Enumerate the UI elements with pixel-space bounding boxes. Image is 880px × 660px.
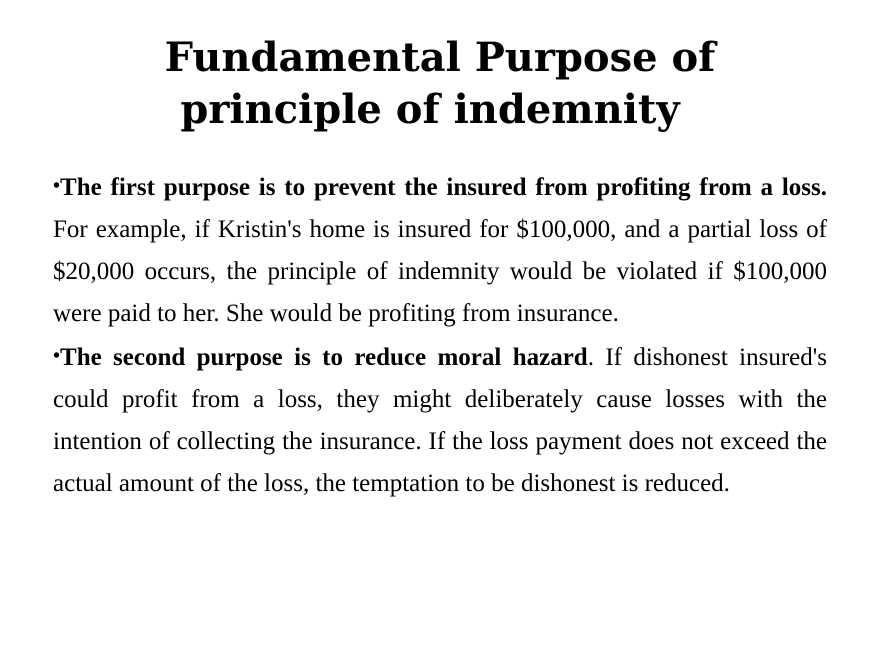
slide-title-line-1: Fundamental Purpose of: [164, 34, 716, 81]
bullet-point-first-purpose: [53, 165, 827, 335]
slide-title: [40, 32, 840, 136]
bullet-icon: •: [53, 345, 61, 367]
bullet-body-text: For example, if Kristin's home is insured for $100,000, and a partial loss of $20,000 occurs, the principle of indemnity would be violated if $100,000 were paid to her. She would be profiting from insurance.: [53, 216, 827, 327]
slide-body: [53, 165, 827, 505]
bullet-icon: •: [53, 175, 61, 197]
bullet-body-text: . If dishonest insured's could profit from a loss, they might deliberately cause losses with the intention of collecting the insurance. If the loss payment does not exceed the actual amount of the loss, the temptation to be dishonest is reduced.: [53, 344, 827, 497]
slide-title-line-2: principle of indemnity: [180, 86, 680, 133]
bullet-lead-text: The second purpose is to reduce moral hazard: [60, 344, 588, 371]
bullet-point-second-purpose: [53, 335, 827, 505]
bullet-lead-text: The first purpose is to prevent the insured from profiting from a loss.: [60, 174, 827, 201]
